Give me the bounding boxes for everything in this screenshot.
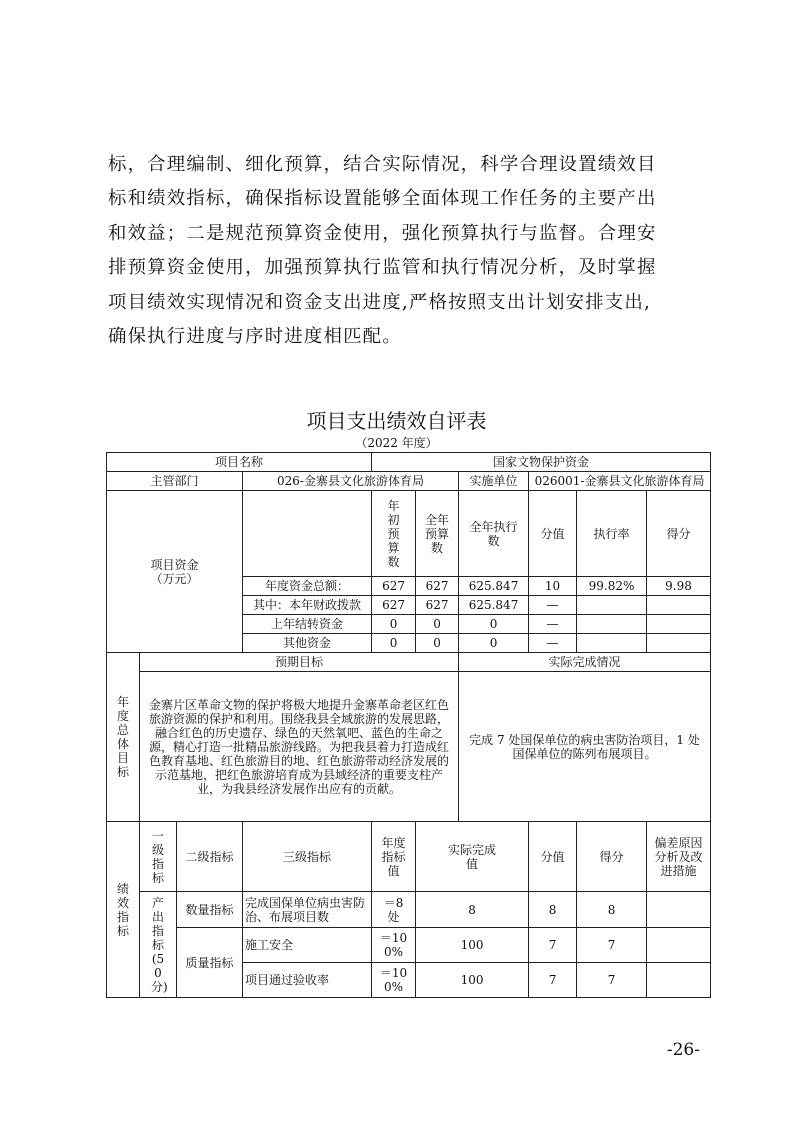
header-value: 分值 [529, 822, 577, 892]
level3-cell: 完成国保单位病虫害防治、布展项目数 [243, 892, 372, 928]
header-annual-budget: 全年预算数 [416, 491, 459, 577]
reason-cell [647, 892, 711, 928]
funds-score [647, 596, 711, 615]
funds-value: — [529, 634, 577, 653]
target-cell: ＝100% [372, 928, 416, 963]
funds-initial: 627 [372, 577, 416, 596]
reason-cell [647, 928, 711, 963]
funds-rate [577, 596, 647, 615]
score-cell: 8 [577, 892, 647, 928]
funds-row-label: 其中：本年财政拨款 [243, 596, 372, 615]
header-level2: 二级指标 [177, 822, 243, 892]
level3-cell: 施工安全 [243, 928, 372, 963]
score-cell: 7 [577, 963, 647, 998]
funds-exec: 0 [459, 634, 529, 653]
funds-annual: 0 [416, 634, 459, 653]
funds-header-blank [243, 491, 372, 577]
actual-cell: 8 [416, 892, 529, 928]
value-cell: 7 [529, 928, 577, 963]
level2-cell: 数量指标 [177, 892, 243, 928]
funds-exec: 625.847 [459, 596, 529, 615]
paragraph-line: 排预算资金使用，加强预算执行监管和执行情况分析，及时掌握 [108, 257, 657, 279]
dept-value: 026-金寨县文化旅游体育局 [243, 472, 459, 491]
funds-value: — [529, 615, 577, 634]
level2-cell: 质量指标 [177, 928, 243, 998]
funds-value: 10 [529, 577, 577, 596]
goals-label: 年度总体目标 [107, 653, 140, 822]
paragraph-line: 标，合理编制、细化预算，结合实际情况，科学合理设置绩效目 [108, 154, 657, 175]
header-target: 年度指标值 [372, 822, 416, 892]
page-number: -26- [666, 1040, 700, 1060]
header-annual-exec: 全年执行数 [459, 491, 529, 577]
table-row [107, 928, 711, 963]
unit-label: 实施单位 [459, 472, 529, 491]
body-paragraph [108, 148, 698, 354]
funds-exec: 625.847 [459, 577, 529, 596]
header-reason: 偏差原因分析及改进措施 [647, 822, 711, 892]
funds-score [647, 634, 711, 653]
score-cell: 7 [577, 928, 647, 963]
funds-rate: 99.82% [577, 577, 647, 596]
project-name-label: 项目名称 [107, 453, 372, 472]
unit-value: 026001-金寨县文化旅游体育局 [529, 472, 711, 491]
funds-initial: 627 [372, 596, 416, 615]
evaluation-table [106, 452, 711, 998]
funds-annual: 0 [416, 615, 459, 634]
funds-row-label: 上年结转资金 [243, 615, 372, 634]
funds-initial: 0 [372, 615, 416, 634]
header-level3: 三级指标 [243, 822, 372, 892]
dept-label: 主管部门 [107, 472, 243, 491]
header-actual: 实际完成值 [416, 822, 529, 892]
paragraph-line: 确保执行进度与序时进度相匹配。 [108, 326, 402, 348]
actual-cell: 100 [416, 928, 529, 963]
level3-cell: 项目通过验收率 [243, 963, 372, 998]
target-cell: ＝8处 [372, 892, 416, 928]
value-cell: 7 [529, 963, 577, 998]
value-cell: 8 [529, 892, 577, 928]
funds-exec: 0 [459, 615, 529, 634]
funds-label [107, 491, 243, 653]
table-row [107, 892, 711, 928]
expected-goal-header: 预期目标 [140, 653, 459, 672]
paragraph-line: 标和绩效指标，确保指标设置能够全面体现工作任务的主要产出 [108, 188, 657, 210]
funds-annual: 627 [416, 577, 459, 596]
funds-label-unit: （万元） [150, 571, 199, 586]
project-name-value: 国家文物保护资金 [372, 453, 711, 472]
header-level1: 一级指标 [140, 822, 177, 892]
paragraph-line: 和效益；二是规范预算资金使用，强化预算执行与监督。合理安 [108, 222, 657, 244]
funds-label-line: 项目资金 [150, 557, 199, 572]
reason-cell [647, 963, 711, 998]
header-score: 得分 [577, 822, 647, 892]
paragraph-line: 项目绩效实现情况和资金支出进度,严格按照支出计划安排支出, [108, 291, 652, 313]
header-score: 得分 [647, 491, 711, 577]
table-subtitle: （2022 年度） [355, 436, 438, 450]
funds-annual: 627 [416, 596, 459, 615]
funds-value: — [529, 596, 577, 615]
funds-score: 9.98 [647, 577, 711, 596]
actual-result-text: 完成 7 处国保单位的病虫害防治项目，1 处国保单位的陈列布展项目。 [459, 672, 711, 822]
funds-row-label: 其他资金 [243, 634, 372, 653]
actual-result-header: 实际完成情况 [459, 653, 711, 672]
level1-output: 产出指标(50分) [140, 892, 177, 998]
funds-row-label: 年度资金总额： [243, 577, 372, 596]
target-cell: ＝100% [372, 963, 416, 998]
funds-initial: 0 [372, 634, 416, 653]
funds-rate [577, 615, 647, 634]
header-exec-rate: 执行率 [577, 491, 647, 577]
table-title: 项目支出绩效自评表 [306, 409, 487, 433]
funds-score [647, 615, 711, 634]
indicators-label: 绩效指标 [107, 822, 140, 998]
expected-goal-text: 金寨片区革命文物的保护将极大地提升金寨革命老区红色旅游资源的保护和利用。围绕我县全域旅游的发展思路，融合红色的历史遗存、绿色的天然氧吧、蓝色的生命之源，精心打造一批精品旅游线路。为把我县着力打造成红色教育基地、红色旅游目的地、红色旅游带动经济发展的示范基地，把红色旅游培育成为县域经济的重要支柱产业，为我县经济发展作出应有的贡献。 [140, 672, 459, 822]
funds-rate [577, 634, 647, 653]
header-score-value: 分值 [529, 491, 577, 577]
actual-cell: 100 [416, 963, 529, 998]
header-initial-budget: 年初预算数 [372, 491, 416, 577]
